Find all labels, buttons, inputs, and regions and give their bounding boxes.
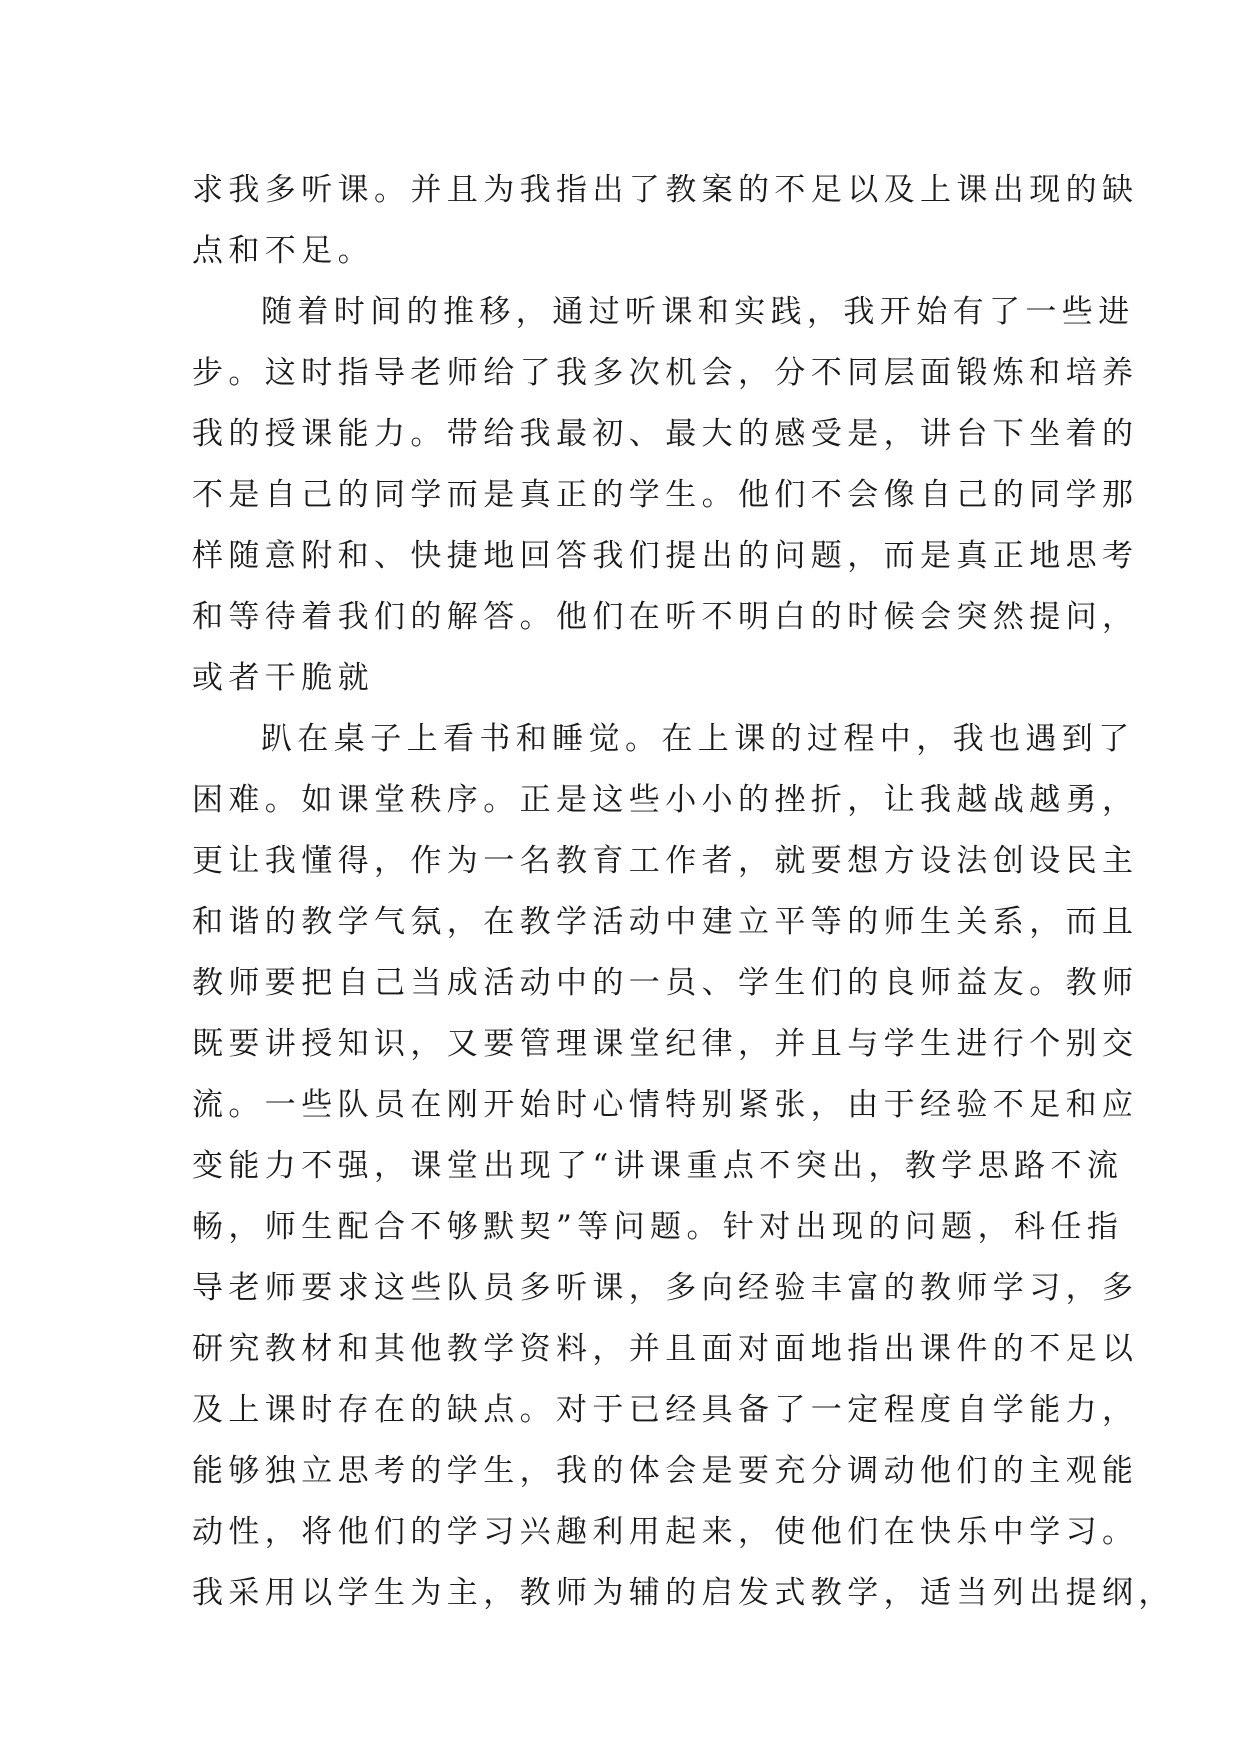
text-line: 研究教材和其他教学资料，并且面对面地指出课件的不足以	[192, 1331, 1139, 1367]
text-line: 变能力不强，课堂出现了“讲课重点不突出，教学思路不流	[192, 1148, 1124, 1184]
text-line: 能够独立思考的学生，我的体会是要充分调动他们的主观能	[192, 1453, 1139, 1489]
text-line: 困难。如课堂秩序。正是这些小小的挫折，让我越战越勇，	[192, 782, 1139, 818]
text-line: 不是自己的同学而是真正的学生。他们不会像自己的同学那	[192, 477, 1139, 513]
text-line: 既要讲授知识，又要管理课堂纪律，并且与学生进行个别交	[192, 1026, 1139, 1062]
text-line: 流。一些队员在刚开始时心情特别紧张，由于经验不足和应	[192, 1087, 1139, 1123]
text-line: 我的授课能力。带给我最初、最大的感受是，讲台下坐着的	[192, 416, 1139, 452]
text-line: 导老师要求这些队员多听课，多向经验丰富的教师学习，多	[192, 1270, 1139, 1306]
text-line: 或者干脆就	[192, 660, 374, 696]
text-line: 点和不足。	[192, 233, 374, 269]
paragraph-start-line: 随着时间的推移，通过听课和实践，我开始有了一些进	[261, 294, 1135, 330]
text-line: 和谐的教学气氛，在教学活动中建立平等的师生关系，而且	[192, 904, 1139, 940]
text-line: 我采用以学生为主，教师为辅的启发式教学，适当列出提纲，	[192, 1575, 1175, 1611]
text-line: 和等待着我们的解答。他们在听不明白的时候会突然提问，	[192, 599, 1139, 635]
text-line: 及上课时存在的缺点。对于已经具备了一定程度自学能力，	[192, 1392, 1139, 1428]
text-line: 畅，师生配合不够默契”等问题。针对出现的问题，科任指	[192, 1209, 1124, 1245]
body-text	[192, 160, 1175, 1624]
paragraph-start-line: 趴在桌子上看书和睡觉。在上课的过程中，我也遇到了	[261, 721, 1135, 757]
text-line: 步。这时指导老师给了我多次机会，分不同层面锻炼和培养	[192, 355, 1139, 391]
text-line: 样随意附和、快捷地回答我们提出的问题，而是真正地思考	[192, 538, 1139, 574]
text-line: 动性，将他们的学习兴趣利用起来，使他们在快乐中学习。	[192, 1514, 1139, 1550]
text-line: 更让我懂得，作为一名教育工作者，就要想方设法创设民主	[192, 843, 1139, 879]
text-line: 求我多听课。并且为我指出了教案的不足以及上课出现的缺	[192, 172, 1139, 208]
text-line: 教师要把自己当成活动中的一员、学生们的良师益友。教师	[192, 965, 1139, 1001]
